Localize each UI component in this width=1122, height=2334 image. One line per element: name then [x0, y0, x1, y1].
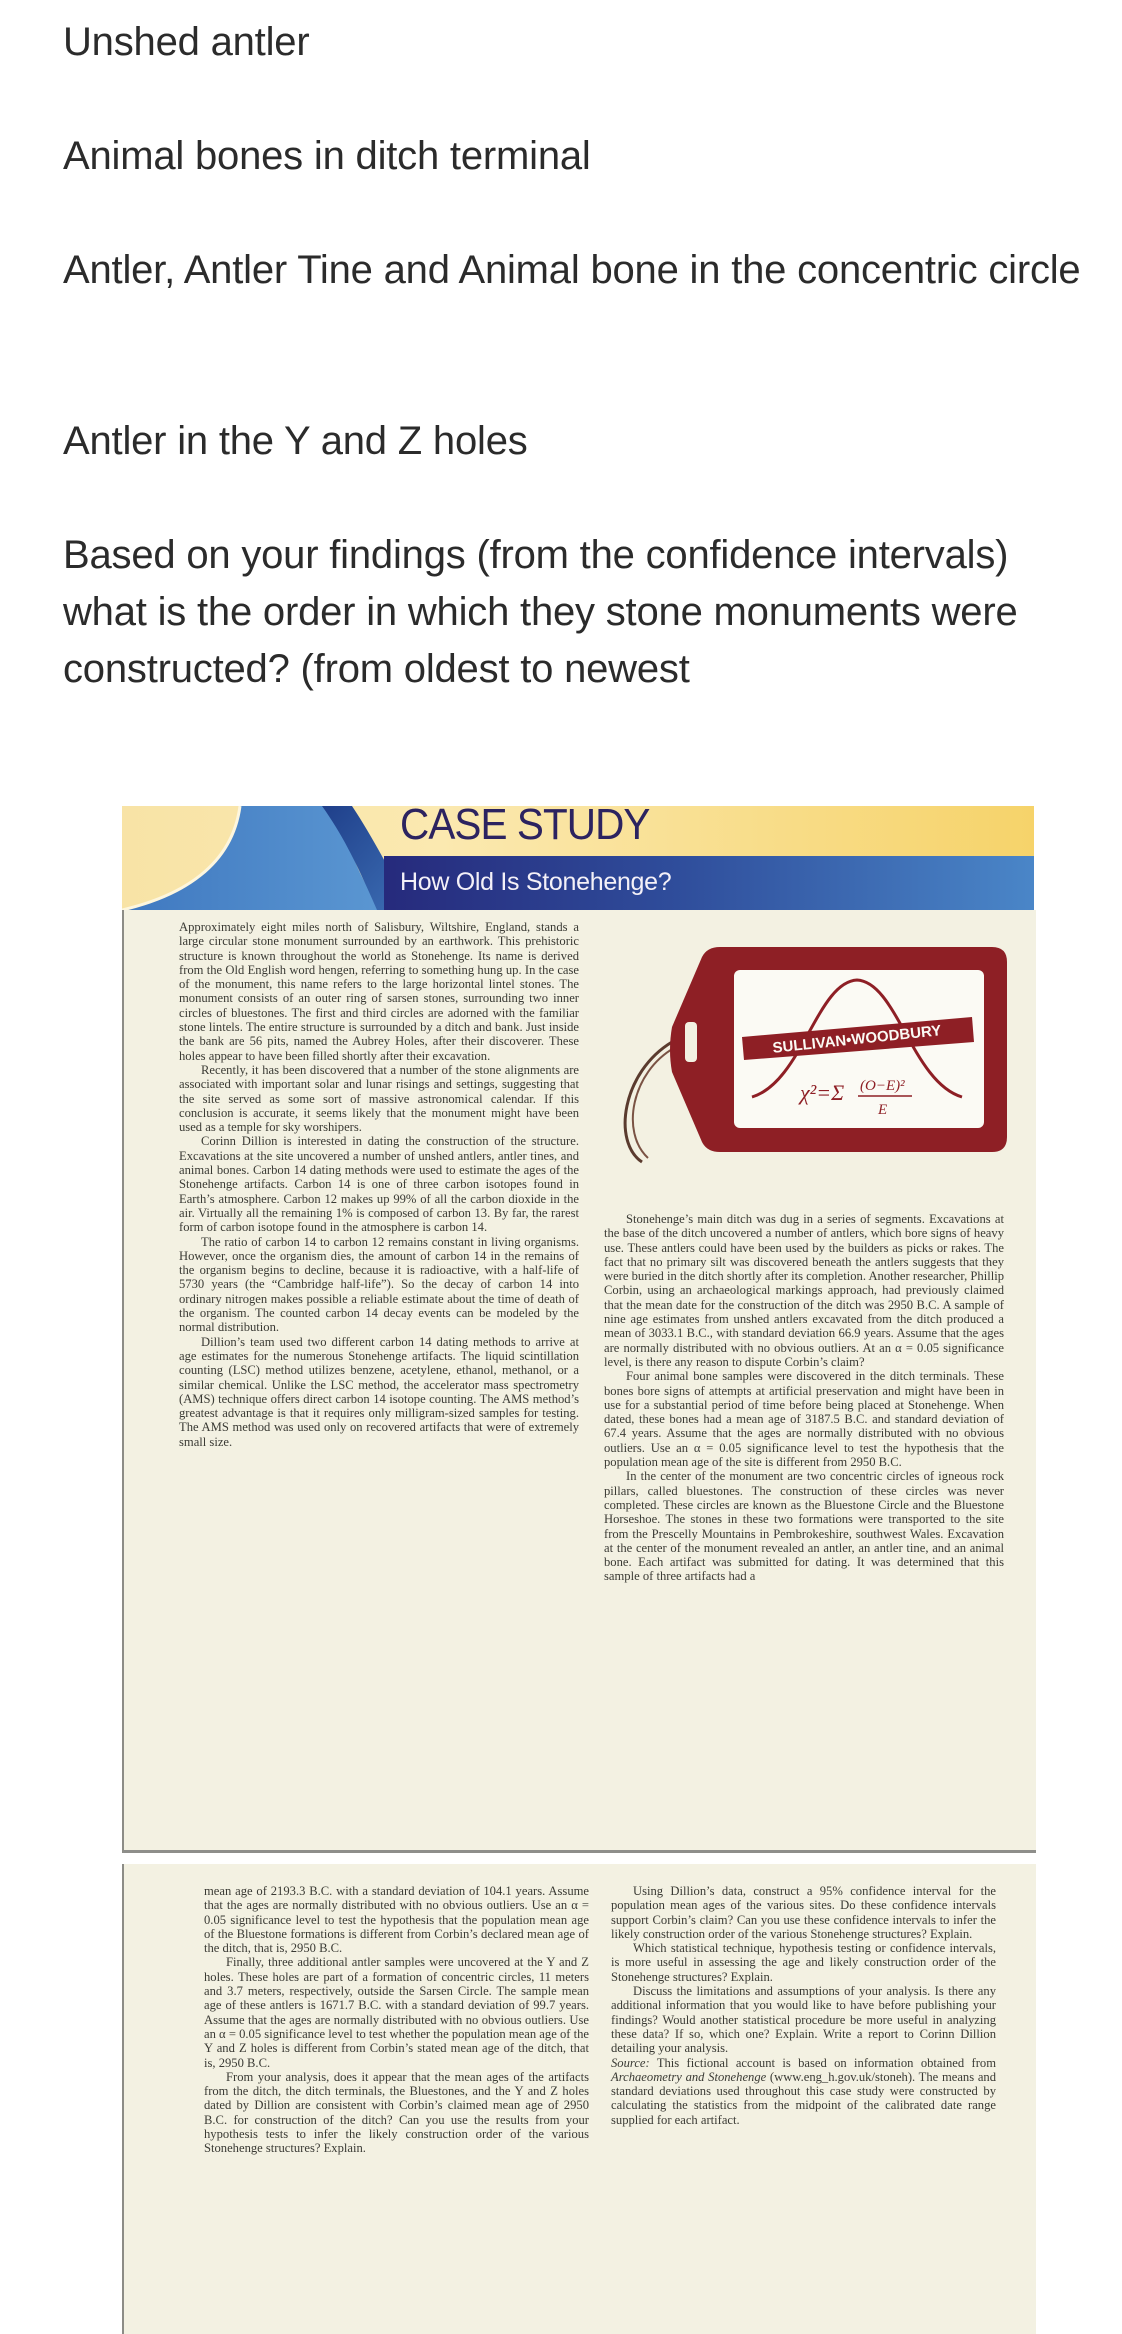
- paragraph: Discuss the limitations and assumptions of your analysis. Is there any additional information that you would like to have before publishing your findings? Would another statistical procedure be more useful in analyzing these data? If so, which one? Explain. Write a report to Corinn Dillion detailing your analysis.: [611, 1984, 996, 2056]
- case-study-title: How Old Is Stonehenge?: [400, 868, 672, 896]
- source-text: (www.eng_h.gov.uk/stoneh). The means and standard deviations used throughout this case study were constructed by calculating the statistics from the midpoint of the calibrated date range supplied for each artifact.: [611, 2069, 996, 2127]
- artifact-item-concentric-circle: Antler, Antler Tine and Animal bone in the concentric circle: [63, 248, 1081, 292]
- source-note: [611, 2056, 996, 2127]
- paragraph: Finally, three additional antler samples were uncovered at the Y and Z holes. These holes are part of a formation of concentric circles, 11 meters and 3.7 meters, respectively, outside the Sarsen Circle. The sample mean age of these antlers is 1671.7 B.C. with a standard deviation of 99.7 years. Assume that the ages are normally distributed with no obvious outliers. Use an α = 0.05 significance level to test whether the population mean age of the Y and Z holes is different from Corbin’s stated mean age of the ditch, that is, 2950 B.C.: [204, 1955, 589, 2070]
- source-label: Source:: [611, 2055, 650, 2070]
- paragraph: mean age of 2193.3 B.C. with a standard deviation of 104.1 years. Assume that the ages are normally distributed with no obvious outliers. Use an α = 0.05 significance level to test the hypothesis that the population mean age of the Bluestone formations is different from Corbin’s declared mean age of the ditch, that is, 2950 B.C.: [204, 1884, 589, 1956]
- page1-right-column: [604, 1212, 1004, 1584]
- svg-text:χ²=Σ: χ²=Σ: [800, 1080, 845, 1105]
- artifact-item-unshed-antler: Unshed antler: [63, 20, 310, 64]
- artifact-item-animal-bones: Animal bones in ditch terminal: [63, 134, 591, 178]
- svg-text:SULLIVAN•WOODBURY: SULLIVAN•WOODBURY: [771, 1022, 943, 1057]
- source-text: This fictional account is based on information obtained from: [649, 2055, 996, 2070]
- paragraph: Which statistical technique, hypothesis testing or confidence intervals, is more useful in assessing the age and likely construction order of the Stonehenge structures? Explain.: [611, 1941, 996, 1984]
- question-prompt: Based on your findings (from the confidence intervals) what is the order in which they stone monuments were constructed? (from oldest to newest: [63, 533, 1018, 691]
- page2-right-column: [611, 1884, 996, 2127]
- luggage-tag-icon: [602, 922, 1022, 1172]
- svg-text:(O−E)²: (O−E)²: [860, 1078, 905, 1094]
- case-study-image: [122, 806, 1034, 2332]
- source-title: Archaeometry and Stonehenge: [611, 2069, 767, 2084]
- case-study-header: [122, 806, 1034, 910]
- paragraph: Recently, it has been discovered that a number of the stone alignments are associated with important solar and lunar risings and settings, suggesting that the site served as some sort of massive astronomical calendar. If this conclusion is accurate, it seems likely that the monument might have been used as a temple for sky worshipers.: [179, 1062, 579, 1135]
- paragraph: Dillion’s team used two different carbon 14 dating methods to arrive at age estimates for the numerous Stonehenge artifacts. The liquid scintillation counting (LSC) method utilizes benzene, acetylene, ethanol, methanol, or a similar chemical. Unlike the LSC method, the accelerator mass spectrometry (AMS) technique offers direct carbon 14 isotope counting. The AMS method’s greatest advantage is that it requires only milligram-sized samples for testing. The AMS method was used only on recovered artifacts that were of extremely small size.: [179, 1334, 579, 1449]
- case-study-title-bar: [384, 856, 1034, 910]
- paragraph: The ratio of carbon 14 to carbon 12 remains constant in living organisms. However, once the organism dies, the amount of carbon 14 in the remains of the organism begins to decline, because it is radioactive, with a half-life of 5730 years (the “Cambridge half-life”). So the decay of carbon 14 into ordinary nitrogen makes possible a reliable estimate about the time of death of the organism. The counted carbon 14 decay events can be modeled by the normal distribution.: [179, 1234, 579, 1335]
- svg-text:E: E: [878, 1102, 888, 1118]
- paragraph: Four animal bone samples were discovered in the ditch terminals. These bones bore signs of attempts at artificial preservation and might have been in use for a substantial period of time before being placed at Stonehenge. When dated, these bones had a mean age of 3187.5 B.C. and standard deviation of 67.4 years. Assume that the ages are normally distributed with no obvious outliers. Use an α = 0.05 significance level to test the hypothesis that the population mean age of the site is different from 2950 B.C.: [604, 1369, 1004, 1470]
- paragraph: From your analysis, does it appear that the mean ages of the artifacts from the ditch, the ditch terminals, the Bluestones, and the Y and Z holes dated by Dillion are consistent with Corbin’s claimed mean age of 2950 B.C. for construction of the ditch? Can you use the results from your hypothesis tests to infer the likely construction order of the various Stonehenge structures? Explain.: [204, 2069, 589, 2156]
- page2-left-column: [204, 1884, 589, 2156]
- case-study-page-1: [122, 910, 1036, 1853]
- paragraph: Using Dillion’s data, construct a 95% confidence interval for the population mean ages of the various sites. Do these confidence intervals support Corbin’s claim? Can you use these confidence intervals to infer the likely construction order of the various Stonehenge structures? Explain.: [611, 1884, 996, 1941]
- paragraph: Stonehenge’s main ditch was dug in a series of segments. Excavations at the base of the ditch uncovered a number of antlers, which bore signs of heavy use. These antlers could have been used by the builders as picks or rakes. The fact that no primary silt was discovered beneath the antlers suggests that they were buried in the ditch shortly after its completion. Another researcher, Phillip Corbin, using an archaeological markings approach, had previously claimed that the mean date for the construction of the ditch was 2950 B.C. A sample of nine age estimates from unshed antlers excavated from the ditch produced a mean of 3033.1 B.C., with standard deviation 66.9 years. Assume that the ages are normally distributed with no obvious outliers. At an α = 0.05 significance level, is there any reason to dispute Corbin’s claim?: [604, 1212, 1004, 1369]
- paragraph: In the center of the monument are two concentric circles of igneous rock pillars, called bluestones. The construction of these circles was never completed. These circles are known as the Bluestone Circle and the Bluestone Horseshoe. The stones in these two formations were transported to the site from the Prescelly Mountains in Pembrokeshire, southwest Wales. Excavation at the center of the monument revealed an antler, an antler tine, and an animal bone. Each artifact was submitted for dating. It was determined that this sample of three artifacts had a: [604, 1469, 1004, 1584]
- paragraph: Corinn Dillion is interested in dating the construction of the structure. Excavations at the site uncovered a number of unshed antlers, antler tines, and animal bones. Carbon 14 dating methods were used to estimate the ages of the Stonehenge artifacts. Carbon 14 is one of three carbon isotopes found in Earth’s atmosphere. Carbon 12 makes up 99% of all the carbon dioxide in the air. Virtually all the remaining 1% is composed of carbon 13. By far, the rarest form of carbon isotope found in the atmosphere is carbon 14.: [179, 1134, 579, 1235]
- page1-left-column: [179, 920, 579, 1449]
- case-study-page-2: [122, 1864, 1036, 2334]
- paragraph: Approximately eight miles north of Salisbury, Wiltshire, England, stands a large circular stone monument surrounded by an earthwork. This prehistoric structure is known throughout the world as Stonehenge. Its name is derived from the Old English word hengen, referring to something hung up. In the case of the monument, this name refers to the large horizontal lintel stones. The monument consists of an outer ring of sarsen stones, surrounding two inner circles of bluestones. The first and third circles are adorned with the familiar stone lintels. The entire structure is surrounded by a ditch and bank. Just inside the bank are 56 pits, named the Aubrey Holes, after their discoverer. These holes appear to have been filled shortly after their excavation.: [179, 920, 579, 1063]
- artifact-item-y-z-holes: Antler in the Y and Z holes: [63, 419, 528, 463]
- case-study-label: CASE STUDY: [400, 806, 650, 849]
